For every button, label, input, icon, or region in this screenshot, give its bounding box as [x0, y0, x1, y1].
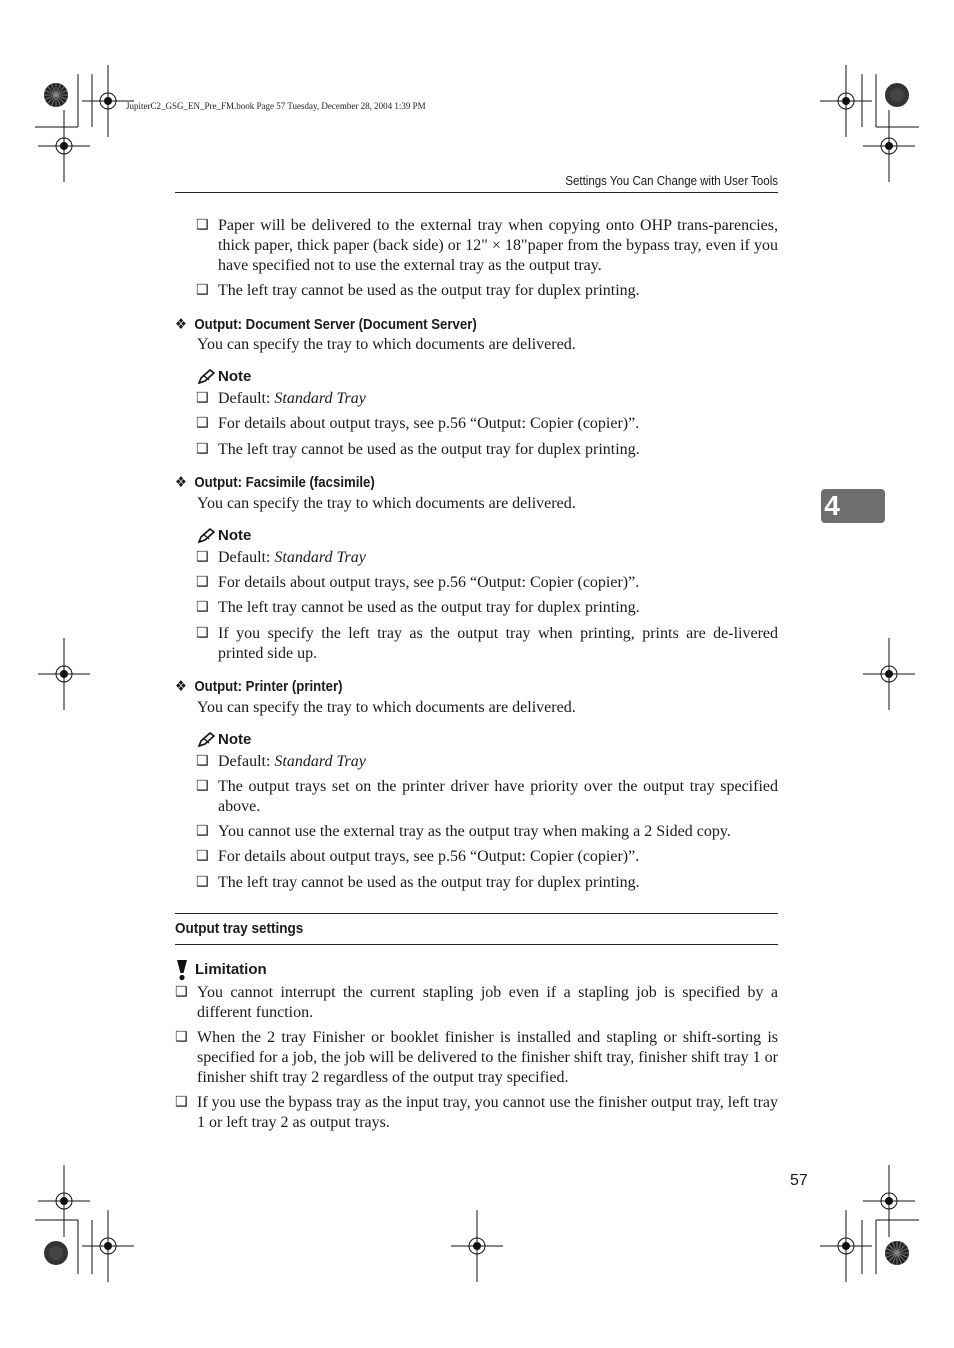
option-title-text: Output: Facsimile (facsimile): [194, 474, 375, 492]
exclamation-icon: [175, 959, 189, 981]
note-bullet: ❑ For details about output trays, see p.56 “Output: Copier (copier)”.: [175, 573, 778, 593]
default-value: Standard Tray: [274, 390, 366, 408]
default-prefix: Default:: [218, 752, 275, 770]
limitation-label: Limitation: [195, 961, 267, 979]
chapter-number: 4: [824, 490, 840, 521]
default-value: Standard Tray: [274, 752, 366, 770]
option-title-text: Output: Document Server (Document Server): [194, 315, 477, 333]
limitation-bullet: ❑ When the 2 tray Finisher or booklet finisher is installed and stapling or shift-sorting is specified for a job, the job will be delivered to the finisher shift tray, finisher shift tray 1 or finisher shift tray 2 regardless of the output tray specified.: [175, 1028, 778, 1087]
intro-bullet: ❑ Paper will be delivered to the external tray when copying onto OHP trans-parencies, thick paper, thick paper (back side) or 12" × 18"paper from the bypass tray, even if you have specified not to use the external tray as the output tray.: [175, 216, 778, 275]
note-label: Note: [218, 527, 252, 545]
pencil-icon: [197, 369, 215, 385]
default-prefix: Default:: [218, 390, 275, 408]
option-description: You can specify the tray to which documents are delivered.: [197, 336, 576, 354]
running-header: Settings You Can Change with User Tools: [565, 174, 778, 188]
note-heading: [175, 730, 778, 750]
note-default-bullet: [175, 389, 778, 409]
note-bullet: ❑ For details about output trays, see p.56 “Output: Copier (copier)”.: [175, 847, 778, 867]
note-bullet: ❑ For details about output trays, see p.56 “Output: Copier (copier)”.: [175, 414, 778, 434]
pencil-icon: [197, 732, 215, 748]
option-title: [175, 473, 706, 493]
diamond-bullet-icon: ❖: [175, 473, 187, 492]
note-bullet: ❑ The output trays set on the printer driver have priority over the output tray specified above.: [175, 777, 778, 817]
note-bullet: ❑ If you specify the left tray as the output tray when printing, prints are de-livered printed side up.: [175, 624, 778, 664]
option-title: [175, 315, 706, 335]
diamond-bullet-icon: ❖: [175, 314, 187, 333]
note-heading: [175, 367, 778, 387]
note-bullet: ❑ The left tray cannot be used as the output tray for duplex printing.: [175, 440, 778, 460]
limitation-bullet: ❑ If you use the bypass tray as the input tray, you cannot use the finisher output tray, left tray 1 or left tray 2 as output trays.: [175, 1093, 778, 1133]
default-prefix: Default:: [218, 548, 275, 566]
note-label: Note: [218, 368, 252, 386]
option-description: You can specify the tray to which documents are delivered.: [197, 699, 576, 717]
note-bullet: ❑ You cannot use the external tray as the output tray when making a 2 Sided copy.: [175, 822, 778, 842]
intro-bullet: ❑ The left tray cannot be used as the output tray for duplex printing.: [175, 281, 778, 301]
header-rule: [175, 192, 778, 193]
option-description: You can specify the tray to which documents are delivered.: [197, 495, 576, 513]
note-bullet: ❑ The left tray cannot be used as the output tray for duplex printing.: [175, 873, 778, 893]
default-value: Standard Tray: [274, 548, 366, 566]
option-title-text: Output: Printer (printer): [194, 678, 343, 696]
section-heading: [175, 913, 778, 946]
limitation-heading: [175, 959, 778, 981]
note-heading: [175, 526, 778, 546]
limitation-bullet: ❑ You cannot interrupt the current stapling job even if a stapling job is specified by a different function.: [175, 983, 778, 1023]
note-default-bullet: [175, 752, 778, 772]
option-title: [175, 677, 706, 697]
page-number: 57: [790, 1172, 808, 1189]
section-heading-text: Output tray settings: [175, 919, 304, 937]
pencil-icon: [197, 528, 215, 544]
note-label: Note: [218, 730, 252, 748]
note-default-bullet: [175, 548, 778, 568]
note-bullet: ❑ The left tray cannot be used as the output tray for duplex printing.: [175, 598, 778, 618]
crop-info-text: JupiterC2_GSG_EN_Pre_FM.book Page 57 Tuesday, December 28, 2004 1:39 PM: [126, 101, 426, 111]
diamond-bullet-icon: ❖: [175, 677, 187, 696]
page-content: [175, 216, 778, 1138]
